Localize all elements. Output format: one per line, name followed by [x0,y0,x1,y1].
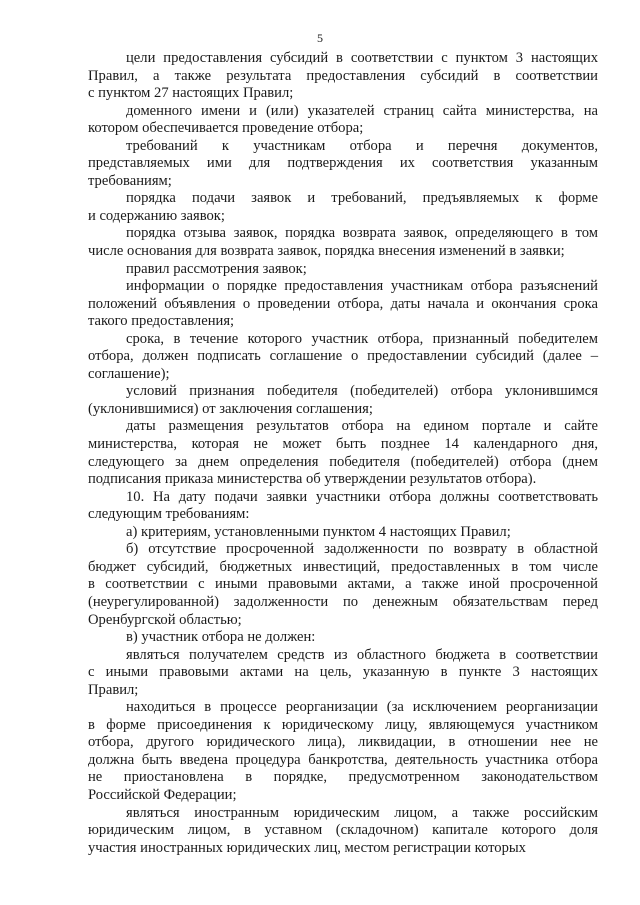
text-line: являться иностранным юридическим лицом, а также российским [126,804,598,821]
paragraph [88,541,598,629]
document-body [88,50,598,857]
text-line: а) критериям, установленными пунктом 4 настоящих Правил; [126,523,511,540]
text-line: правил рассмотрения заявок; [126,260,307,277]
text-line: цели предоставления субсидий в соответствии с пунктом 3 настоящих [126,50,598,66]
text-line: юридическим лицом, в уставном (складочном) капитале которого доля [88,822,598,839]
text-line: и содержанию заявок; [88,207,225,224]
paragraph [88,489,598,524]
text-line: Оренбургской областью; [88,611,242,628]
text-line: с иными правовыми актами на цель, указанную в пункте 3 настоящих [88,664,598,681]
text-line: требованиям; [88,172,172,189]
text-line: порядка отзыва заявок, порядка возврата заявок, определяющего в том [126,225,598,242]
text-line: отбора, другого юридического лица), ликвидации, в отношении нее не [88,734,598,751]
text-line: участия иностранных юридических лиц, местом регистрации которых [88,839,526,856]
text-line: подписания приказа министерства об утверждении результатов отбора). [88,471,537,488]
text-line: в) участник отбора не должен: [126,629,316,646]
paragraph [88,138,598,191]
paragraph [88,50,598,103]
paragraph [88,647,598,700]
paragraph [88,278,598,331]
text-line: Правил, а также результата предоставления субсидий в соответствии [88,67,598,84]
paragraph [88,261,598,279]
text-line: Правил; [88,681,139,698]
text-line: не приостановлена в порядке, предусмотренном законодательством [88,769,598,786]
paragraph [88,629,598,647]
paragraph [88,524,598,542]
page-number: 5 [317,31,323,45]
text-line: такого предоставления; [88,313,235,330]
text-line: (неурегулированной) задолженности по денежным обязательствам перед [88,593,598,610]
text-line: следующим требованиям: [88,506,250,523]
text-line: находиться в процессе реорганизации (за исключением реорганизации [126,699,598,716]
text-line: информации о порядке предоставления участникам отбора разъяснений [126,278,598,295]
text-line: министерства, которая не может быть позднее 14 календарного дня, [88,436,598,453]
text-line: представляемых ими для подтверждения их соответствия указанным [88,155,598,172]
text-line: соглашение); [88,365,170,382]
paragraph [88,331,598,384]
paragraph [88,103,598,138]
text-line: бюджет субсидий, бюджетных инвестиций, предоставленных в том числе [88,558,598,575]
text-line: в соответствии с иными правовыми актами, а также иной просроченной [88,576,598,593]
text-line: срока, в течение которого участник отбора, признанный победителем [126,330,598,347]
text-line: отбора, должен подписать соглашение о предоставлении субсидий (далее – [88,348,598,365]
text-line: являться получателем средств из областного бюджета в соответствии [126,646,598,663]
paragraph [88,699,598,804]
paragraph [88,805,598,858]
paragraph [88,225,598,260]
text-line: доменного имени и (или) указателей страниц сайта министерства, на [126,102,598,119]
text-line: следующего за днем определения победителя (победителей) отбора (днем [88,453,598,470]
text-line: (уклонившимися) от заключения соглашения; [88,400,373,417]
text-line: условий признания победителя (победителей) отбора уклонившимся [126,383,598,400]
text-line: положений объявления о проведении отбора, даты начала и окончания срока [88,295,598,312]
text-line: б) отсутствие просроченной задолженности по возврату в областной [126,541,598,558]
text-line: числе основания для возврата заявок, порядка внесения изменений в заявки; [88,243,565,260]
text-line: с пунктом 27 настоящих Правил; [88,85,294,102]
text-line: порядка подачи заявок и требований, предъявляемых к форме [126,190,598,207]
text-line: котором обеспечивается проведение отбора; [88,120,364,137]
paragraph [88,383,598,418]
text-line: в форме присоединения к юридическому лицу, являющемуся участником [88,716,598,733]
text-line: требований к участникам отбора и перечня документов, [126,137,598,154]
text-line: даты размещения результатов отбора на едином портале и сайте [126,418,598,435]
text-line: должна быть введена процедура банкротства, деятельность участника отбора [88,751,598,768]
paragraph [88,190,598,225]
text-line: Российской Федерации; [88,786,237,803]
text-line: 10. На дату подачи заявки участники отбора должны соответствовать [126,488,598,505]
paragraph [88,418,598,488]
